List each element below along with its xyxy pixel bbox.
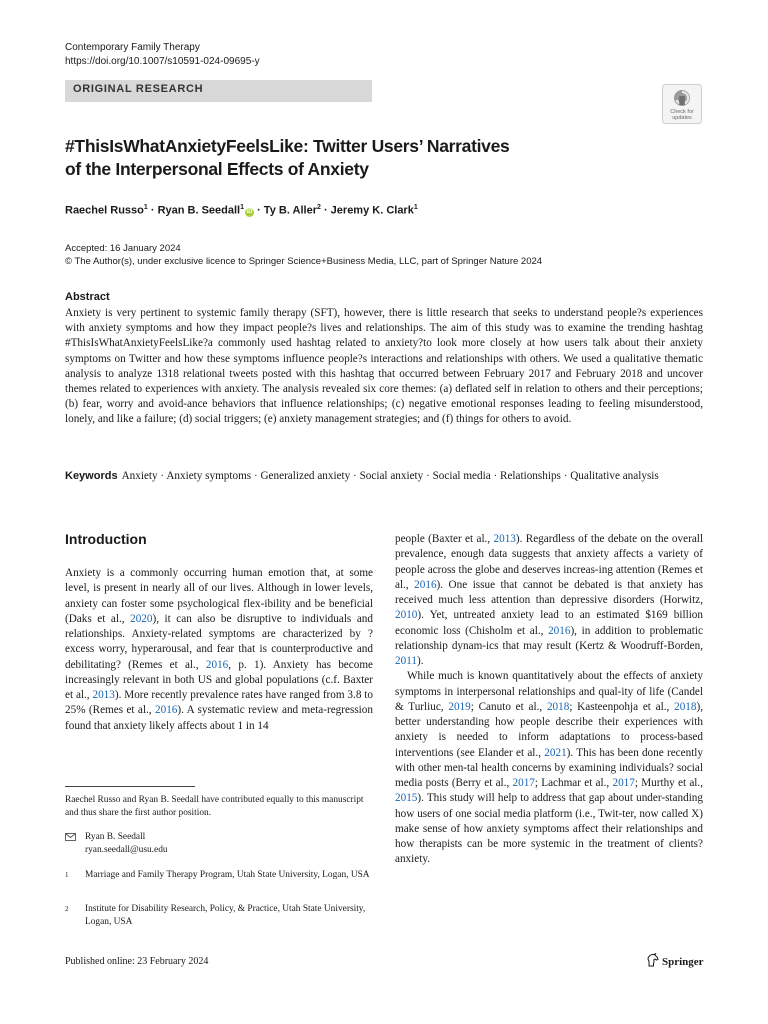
author-affiliation: 2 — [316, 204, 321, 211]
text-span: ; Murthy et al., — [634, 777, 704, 789]
text-span: While much is known quantitatively about the effects of anxiety symptoms in interpersonal relationships and qual-ity of life (Candel & Turliuc, — [395, 670, 703, 713]
citation-link[interactable]: 2020 — [130, 612, 153, 625]
affiliation-number: 2 — [65, 905, 69, 913]
equal-contribution-note: Raechel Russo and Ryan B. Seedall have contributed equally to this manuscript and thus share the first author position. — [65, 795, 364, 818]
text-span: ; Kasteenpohja et al., — [569, 700, 675, 713]
keywords-label: Keywords — [65, 470, 118, 482]
author-name[interactable]: Ty B. Aller — [263, 204, 317, 217]
citation-link[interactable]: 2017 — [512, 777, 535, 789]
author-list — [65, 204, 418, 217]
citation-link[interactable]: 2016 — [548, 624, 571, 637]
journal-name: Contemporary Family Therapy — [65, 42, 200, 53]
text-span: ), in addition to problematic relationship dynam-ics that may result (Kertz & Woodruff-Borden, — [395, 624, 703, 652]
text-span: ). Yet, untreated anxiety lead to an estimated $169 billion economic loss (Chisholm et al., — [395, 609, 703, 637]
text-span: ; Lachmar et al., — [534, 777, 613, 789]
intro-paragraph — [65, 566, 373, 734]
copyright-line: © The Author(s), under exclusive licence to Springer Science+Business Media, LLC, part of Springer Nature 2024 — [65, 256, 543, 267]
article-title — [65, 135, 685, 181]
text-span: ; Canuto et al., — [470, 700, 547, 713]
citation-link[interactable]: 2019 — [448, 700, 471, 713]
citation-link[interactable]: 2017 — [612, 777, 635, 789]
affiliation-text: Marriage and Family Therapy Program, Utah State University, Logan, USA — [85, 870, 370, 880]
article-type-banner — [65, 80, 372, 102]
citation-link[interactable]: 2013 — [493, 533, 516, 545]
intro-paragraph — [395, 669, 703, 867]
email-icon — [65, 833, 76, 841]
check-for-updates-icon — [662, 84, 702, 124]
left-column — [65, 566, 373, 734]
title-line-1: #ThisIsWhatAnxietyFeelsLike: Twitter Users’ Narratives — [65, 136, 510, 156]
corresponding-author — [65, 831, 370, 856]
text-span: ). More recently prevalence rates have ranged from 3.8 to 25% (Remes et al., — [65, 689, 373, 717]
text-span: ), better understanding how people describe their experiences with anxiety is needed to inform adaptations to process-based interventions (see Elander et al., — [395, 700, 703, 759]
springer-horse-icon — [646, 953, 659, 967]
corresponding-name: Ryan B. Seedall — [85, 832, 146, 842]
published-date: Published online: 23 February 2024 — [65, 956, 209, 967]
corresponding-email[interactable]: ryan.seedall@usu.edu — [85, 844, 168, 855]
author-name[interactable]: Jeremy K. Clark — [330, 204, 414, 217]
citation-link[interactable]: 2010 — [395, 609, 418, 622]
affiliation-text: Institute for Disability Research, Policy, & Practice, Utah State University, Logan, USA — [85, 904, 366, 927]
right-column — [395, 532, 703, 868]
article-meta — [65, 242, 542, 268]
badge-text-1: Check for — [670, 109, 694, 115]
author-separator: · — [147, 204, 158, 217]
check-for-updates-badge[interactable] — [662, 84, 702, 124]
abstract-text: Anxiety is very pertinent to systemic family therapy (SFT), however, there is little research that seeks to understand people?s experiences with anxiety symptoms and how they impact people?s lives and relationships. The aim of this study was to examine the trending hashtag #ThisIsWhatAnxietyFeelsLike?a commonly used hashtag related to anxiety?to look more closely at how users talk about their anxiety symptoms on Twitter and how these symptoms influence people?s interactions and relationships with others. We used a qualitative thematic analysis to analyze 1318 relational tweets posted with this hashtag that occurred between February 2017 and February 2018 and uncover themes related to experiences with anxiety. The analysis revealed six core themes: (a) deflated self in relation to others and their perceptions; (b) fear, worry and avoid-ance behaviors that influence relationships; (c) negative emotional responses leading to feeling misunderstood, lonely, and like a failure; (d) social triggers; (e) anxiety management strategies; and (f) things for others to avoid. — [65, 307, 703, 426]
orcid-icon[interactable]: iD — [246, 208, 253, 215]
keywords-list: Anxiety · Anxiety symptoms · Generalized anxiety · Social anxiety · Social media · Relationships · Qualitative analysis — [121, 470, 659, 482]
author-name[interactable]: Raechel Russo — [65, 204, 144, 217]
text-span: , p. 1). Anxiety has become increasingly relevant in both US and global populations (c.f. Baxter et al., — [65, 658, 373, 701]
text-span: ). — [416, 655, 424, 667]
intro-paragraph — [395, 532, 703, 669]
author-affiliation: 1 — [240, 204, 245, 211]
author-affiliation: 1 — [143, 204, 148, 211]
text-span: ). Regardless of the debate on the overall prevalence, enough data suggests that anxiety affects a variety of people across the globe and deserves increas-ing attention (Remes et al., — [395, 533, 703, 591]
citation-link[interactable]: 2011 — [395, 655, 417, 667]
affiliation-number: 1 — [65, 871, 69, 879]
text-span: ). One issue that cannot be debated is that anxiety has received much less attention than depressive disorders (Horwitz, — [395, 578, 704, 606]
citation-link[interactable]: 2018 — [546, 700, 570, 713]
publisher-name: Springer — [662, 956, 704, 968]
citation-link[interactable]: 2018 — [674, 700, 697, 713]
citation-link[interactable]: 2016 — [155, 704, 178, 717]
affiliation-2 — [65, 903, 370, 928]
journal-header — [65, 41, 260, 69]
footnote-divider — [65, 786, 195, 787]
citation-link[interactable]: 2015 — [395, 792, 418, 805]
affiliation-1 — [65, 869, 370, 882]
badge-text-2: updates — [672, 115, 692, 121]
text-span: people (Baxter et al., — [395, 533, 494, 545]
doi-link[interactable]: https://doi.org/10.1007/s10591-024-09695-y — [65, 56, 260, 67]
accepted-date: Accepted: 16 January 2024 — [65, 243, 181, 254]
citation-link[interactable]: 2016 — [205, 658, 229, 671]
text-span: ), it can also be disruptive to individuals and relationships. Anxiety-related symptoms are characterized by ?excess worry, hyperarousal, and fear that is counterproductive and debilitating? (Remes et al., — [65, 612, 373, 671]
title-line-2: of the Interpersonal Effects of Anxiety — [65, 159, 369, 179]
text-span: ). This has been done recently with other men-tal health concerns by examining individuals? social media posts (Berry et al., — [395, 746, 703, 789]
article-type-label: ORIGINAL RESEARCH — [73, 83, 204, 95]
text-span: Anxiety is a commonly occurring human emotion that, at some level, is present in nearly all of our lives. Although in lower levels, anxiety can foster some psychological flex-ibility and be beneficial (Daks et al., — [65, 567, 373, 625]
citation-link[interactable]: 2013 — [92, 689, 115, 701]
author-separator: · — [320, 204, 331, 217]
citation-link[interactable]: 2021 — [544, 746, 567, 759]
introduction-heading: Introduction — [65, 531, 147, 547]
author-affiliation: 1 — [413, 204, 418, 211]
publisher-logo — [646, 953, 704, 968]
citation-link[interactable]: 2016 — [414, 578, 437, 591]
author-name[interactable]: Ryan B. Seedall — [157, 204, 241, 217]
abstract-heading: Abstract — [65, 291, 110, 303]
text-span: ). This study will help to address that gap about under-standing how users of one social media platform (i.e., Twit-ter, now called X) make sense of how anxiety symptoms affect their relationships and how therapists can be more systemic in the treatment of clients? anxiety. — [395, 792, 703, 866]
text-span: ). A systematic review and meta-regression found that anxiety likely affects about 1 in 14 — [65, 704, 373, 732]
author-separator: · — [254, 204, 264, 217]
keywords — [65, 469, 703, 484]
